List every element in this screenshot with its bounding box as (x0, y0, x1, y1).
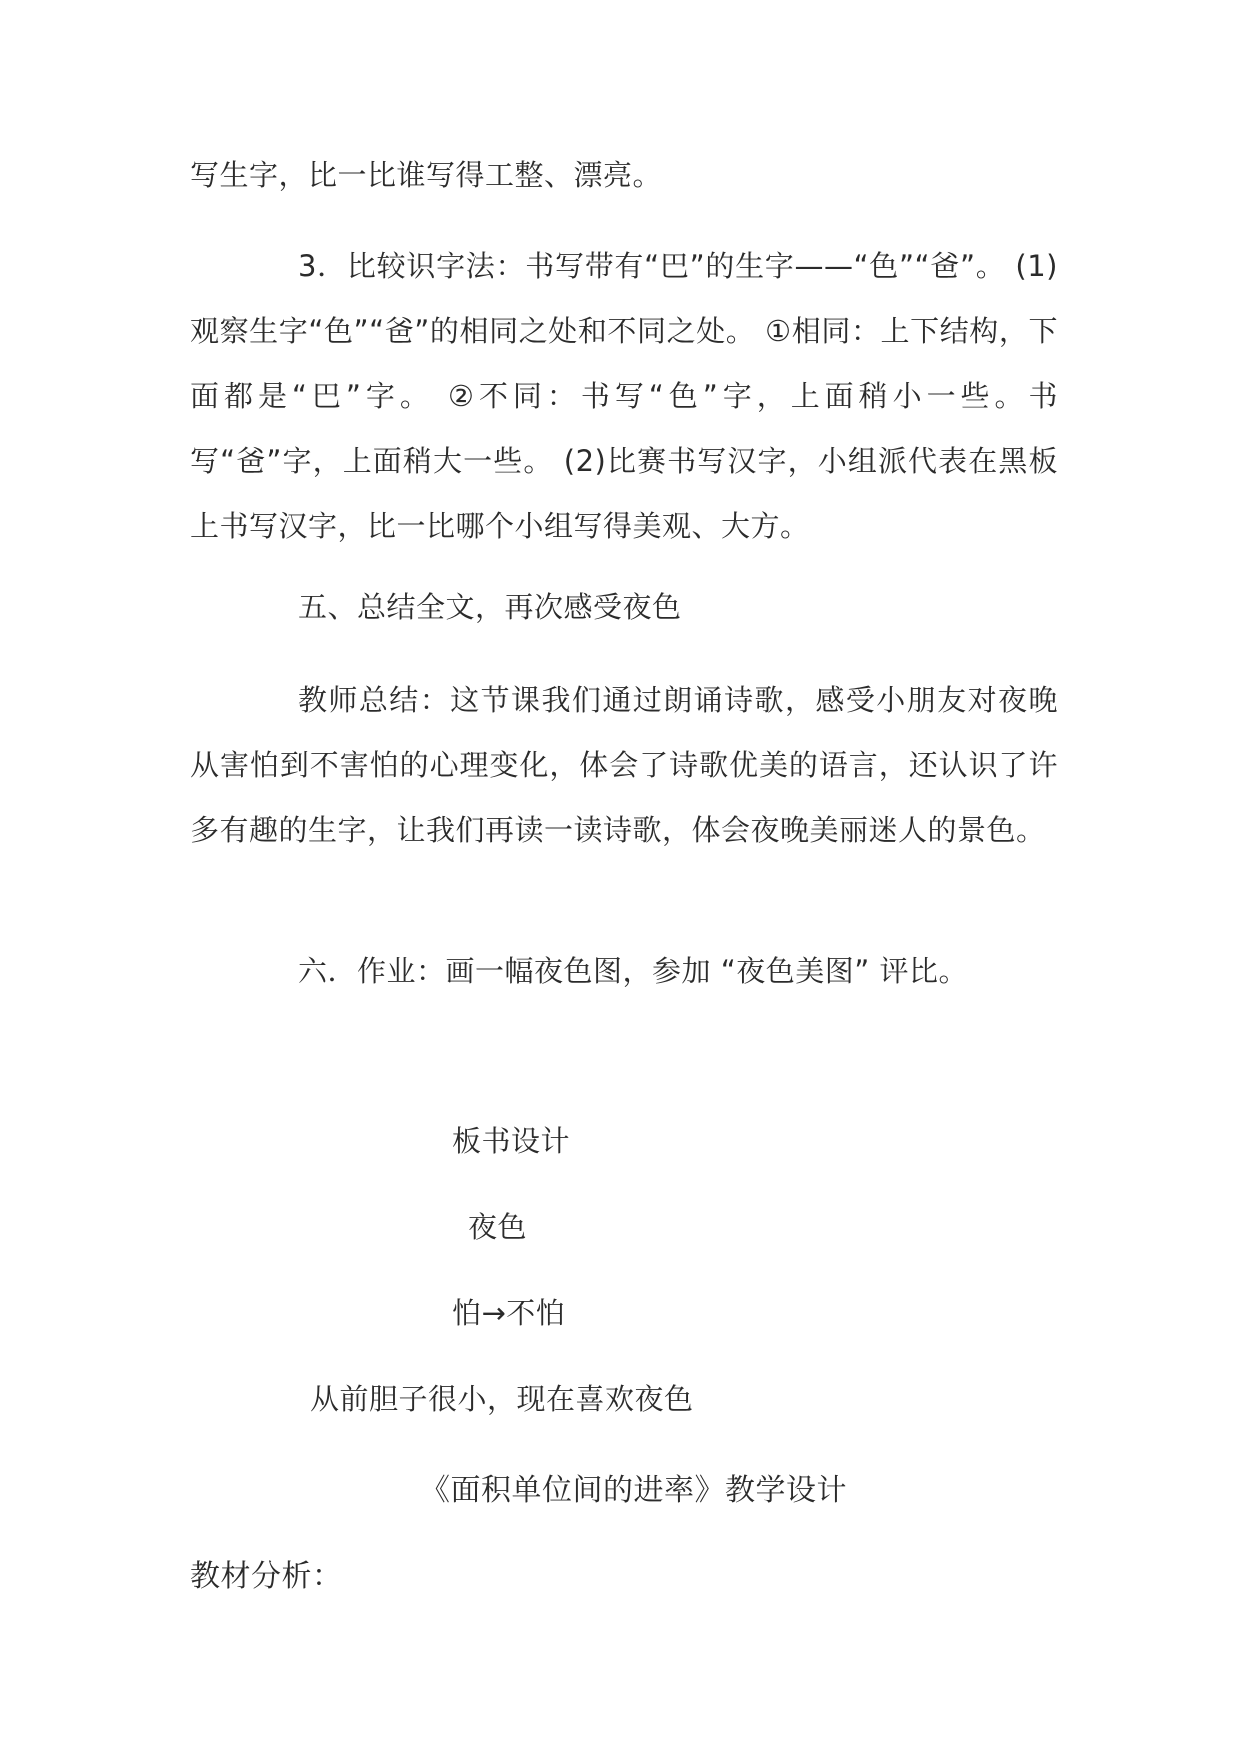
material-analysis-heading: 教材分析： (190, 1560, 343, 1593)
section-heading-5: 五、总结全文，再次感受夜色 (298, 590, 682, 624)
paragraph-homework: 六．作业：画一幅夜色图，参加 “夜色美图” 评比。 (298, 954, 968, 988)
board-design-line-1: 夜色 (468, 1210, 528, 1244)
board-design-line-3: 从前胆子很小，现在喜欢夜色 (310, 1382, 694, 1416)
board-design-title: 板书设计 (452, 1124, 571, 1158)
next-document-title: 《面积单位间的进率》教学设计 (420, 1474, 847, 1507)
board-design-line-2: 怕→不怕 (452, 1296, 566, 1330)
paragraph-continuation: 写生字，比一比谁写得工整、漂亮。 (190, 158, 663, 192)
paragraph-teacher-summary: 教师总结：这节课我们通过朗诵诗歌，感受小朋友对夜晚从害怕到不害怕的心理变化，体会了诗歌优美的语言，还认识了许多有趣的生字，让我们再读一读诗歌，体会夜晚美丽迷人的景色。 (190, 683, 1058, 847)
paragraph-method-3: 3．比较识字法：书写带有“巴”的生字——“色”“爸”。 (1)观察生字“色”“爸”的相同之处和不同之处。 ①相同：上下结构，下面都是“巴”字。 ②不同：书写“色”字，上面稍小一些。书写“爸”字，上面稍大一些。 (2)比赛书写汉字，小组派代表在黑板上书写汉字，比一比哪个小组写得美观、大方。 (190, 249, 1058, 543)
